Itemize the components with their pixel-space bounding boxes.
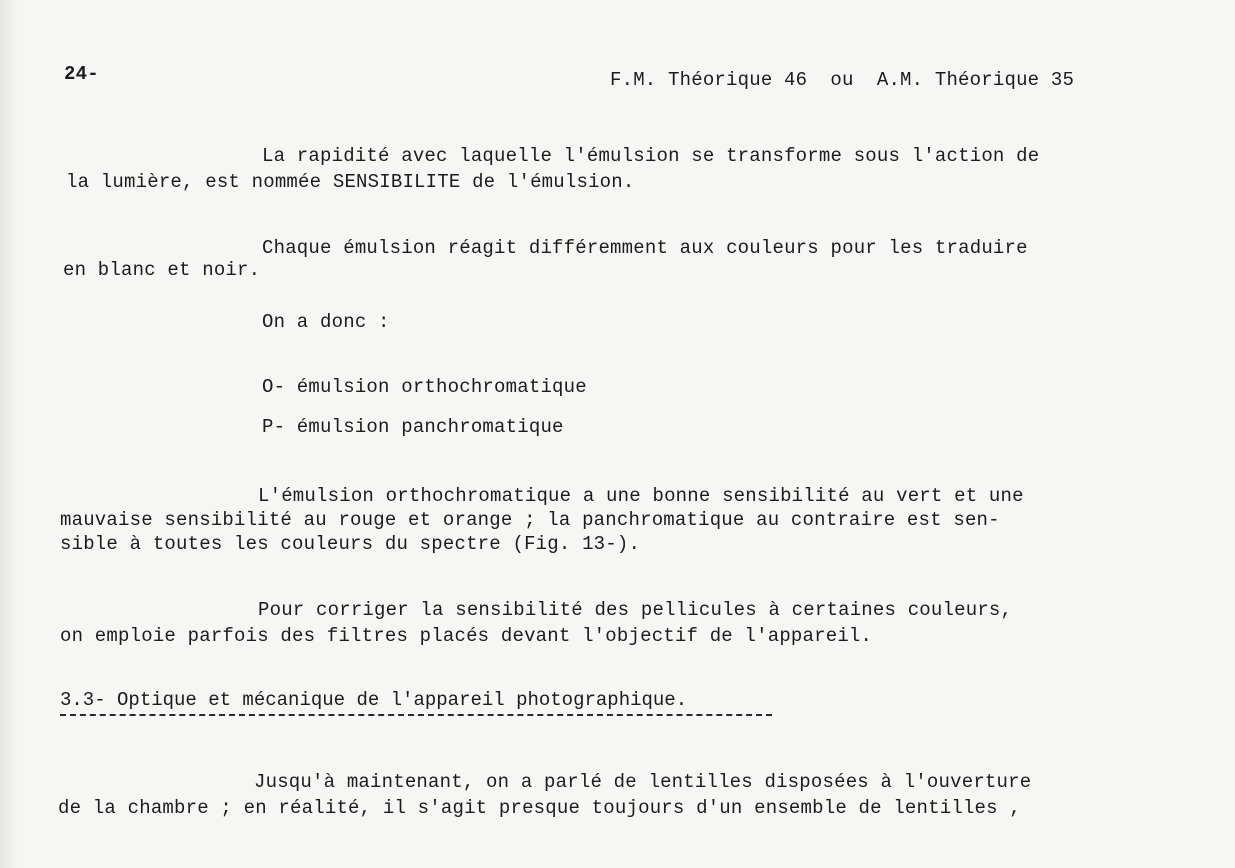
paragraph-5-line-2: on emploie parfois des filtres placés devant l'objectif de l'appareil. [60, 625, 873, 647]
paragraph-6-line-1: Jusqu'à maintenant, on a parlé de lentilles disposées à l'ouverture [254, 771, 1032, 793]
page-header-title: F.M. Théorique 46 ou A.M. Théorique 35 [610, 69, 1075, 91]
section-heading: 3.3- Optique et mécanique de l'appareil photographique. [60, 688, 772, 716]
paragraph-1-line-1: La rapidité avec laquelle l'émulsion se transforme sous l'action de [262, 145, 1040, 167]
paragraph-4-line-3: sible à toutes les couleurs du spectre (Fig. 13-). [60, 533, 641, 555]
paragraph-4-line-2: mauvaise sensibilité au rouge et orange ; la panchromatique au contraire est sen- [60, 509, 1000, 531]
paragraph-2-line-2: en blanc et noir. [63, 259, 261, 281]
scan-edge-shadow [0, 0, 18, 868]
paragraph-2-line-1: Chaque émulsion réagit différemment aux couleurs pour les traduire [262, 237, 1028, 259]
paragraph-5-line-1: Pour corriger la sensibilité des pellicules à certaines couleurs, [258, 599, 1013, 621]
paragraph-6-line-2: de la chambre ; en réalité, il s'agit presque toujours d'un ensemble de lentilles , [58, 797, 1021, 819]
paragraph-3-line-1: On a donc : [262, 311, 390, 333]
paragraph-1-line-2: la lumière, est nommée SENSIBILITE de l'émulsion. [66, 171, 635, 193]
list-item-orthochromatic: O- émulsion orthochromatique [262, 376, 587, 398]
paragraph-4-line-1: L'émulsion orthochromatique a une bonne sensibilité au vert et une [258, 485, 1024, 507]
list-item-panchromatic: P- émulsion panchromatique [262, 416, 564, 438]
page-number: 24- [64, 63, 99, 85]
